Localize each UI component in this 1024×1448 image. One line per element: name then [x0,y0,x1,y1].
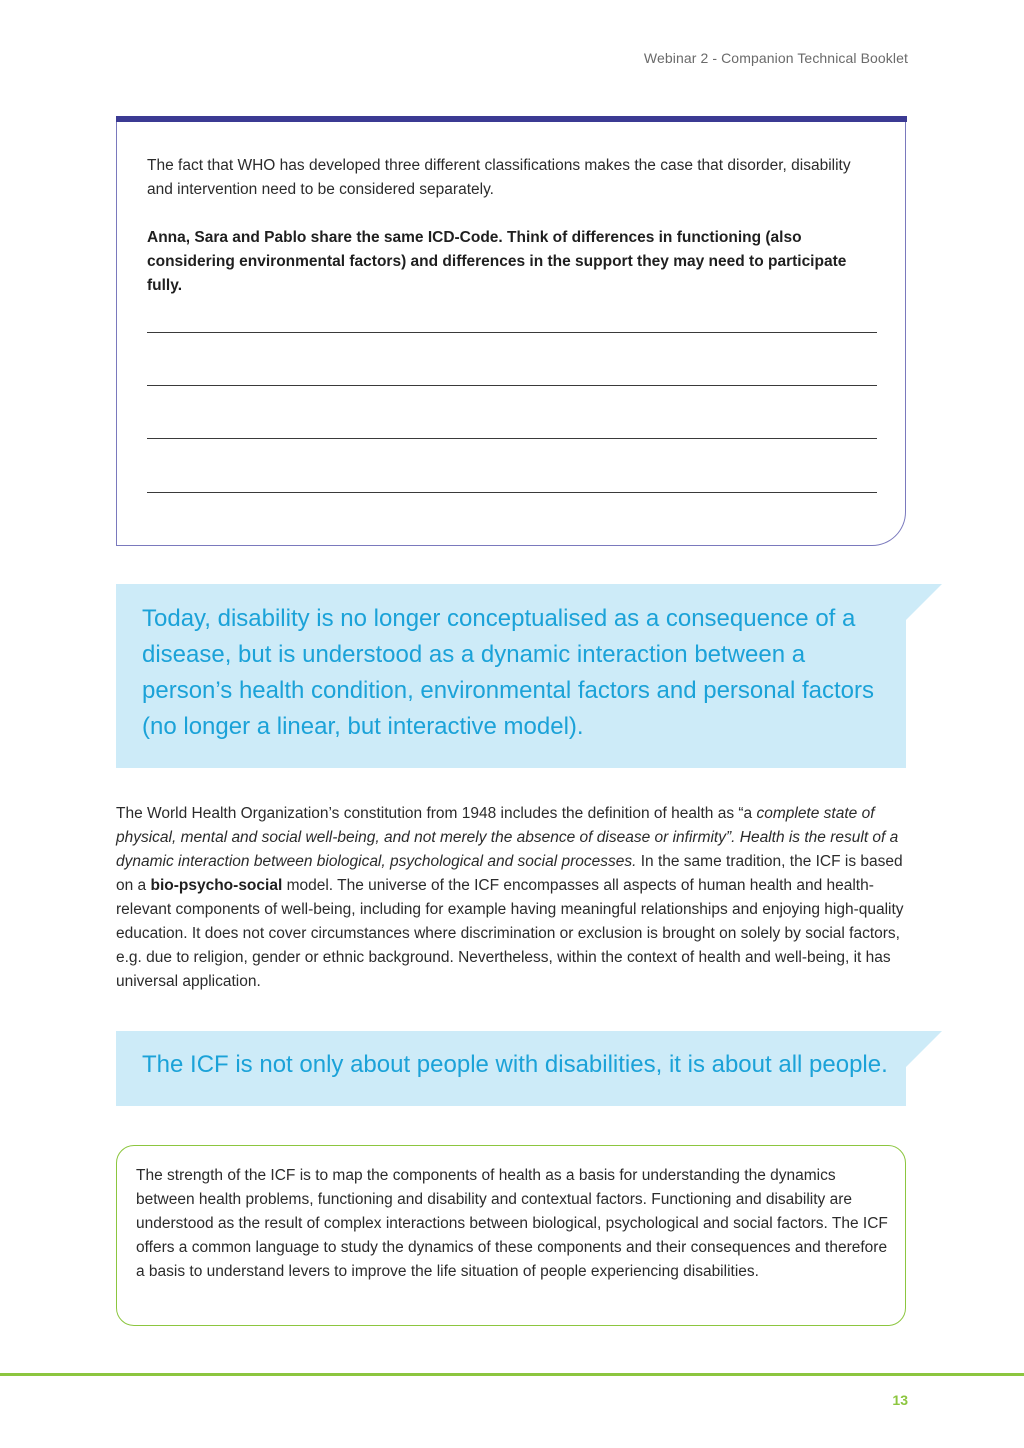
body-text-tail: model. The universe of the ICF encompasses all aspects of human health and health-relevant components of well-being, including for example having meaningful relationships and enjoying high-quality education. It does not cover circumstances where discrimination or exclusion is brought on solely by social factors, e.g. due to religion, gender or ethnic background. Nevertheless, within the context of health and well-being, it has universal application. [116,877,904,990]
body-text-lead: The World Health Organization’s constitution from 1948 includes the definition of health as “a [116,805,757,822]
exercise-question-text: Anna, Sara and Pablo share the same ICD-Code. Think of differences in functioning (also considering environmental factors) and differences in the support they may need to participate fully. [147,229,847,294]
callout-disability-model-text: Today, disability is no longer conceptualised as a consequence of a disease, but is understood as a dynamic interaction between a person’s health condition, environmental factors and personal factors (no longer a linear, but interactive model). [142,605,874,740]
answer-line-4[interactable] [147,492,877,493]
running-header: Webinar 2 - Companion Technical Booklet [643,50,908,66]
callout-fold-shape [906,584,942,768]
callout-fold-shape [906,1031,942,1106]
exercise-box-top-bar [116,116,907,122]
body-paragraph-who-definition [116,802,906,994]
body-text-italic-quote: complete state of physical, mental and social well-being, and not merely the absence of disease or infirmity”. Health is the result of a dynamic interaction between biological, psychological and social processes. [116,805,899,870]
answer-line-1[interactable] [147,332,877,333]
callout-icf-all-people-text: The ICF is not only about people with disabilities, it is about all people. [142,1051,888,1078]
answer-line-2[interactable] [147,385,877,386]
callout-disability-model [116,584,906,768]
footer-rule [0,1373,1024,1376]
body-text-bold-term: bio-psycho-social [150,877,283,894]
exercise-intro-text: The fact that WHO has developed three different classifications makes the case that disorder, disability and intervention need to be considered separately. [147,157,851,198]
page-number: 13 [892,1392,908,1408]
callout-icf-all-people [116,1031,906,1106]
icf-strength-text: The strength of the ICF is to map the components of health as a basis for understanding the dynamics between health problems, functioning and disability and contextual factors. Functioning and disability are understood as the result of complex interactions between biological, psychological and social factors. The ICF offers a common language to study the dynamics of these components and their consequences and therefore a basis to understand levers to improve the life situation of people experiencing disabilities. [136,1167,888,1280]
icf-strength-box [116,1145,906,1326]
exercise-box [116,116,906,546]
body-text-mid: In the same tradition, the ICF is based on a [116,853,903,894]
answer-line-3[interactable] [147,438,877,439]
